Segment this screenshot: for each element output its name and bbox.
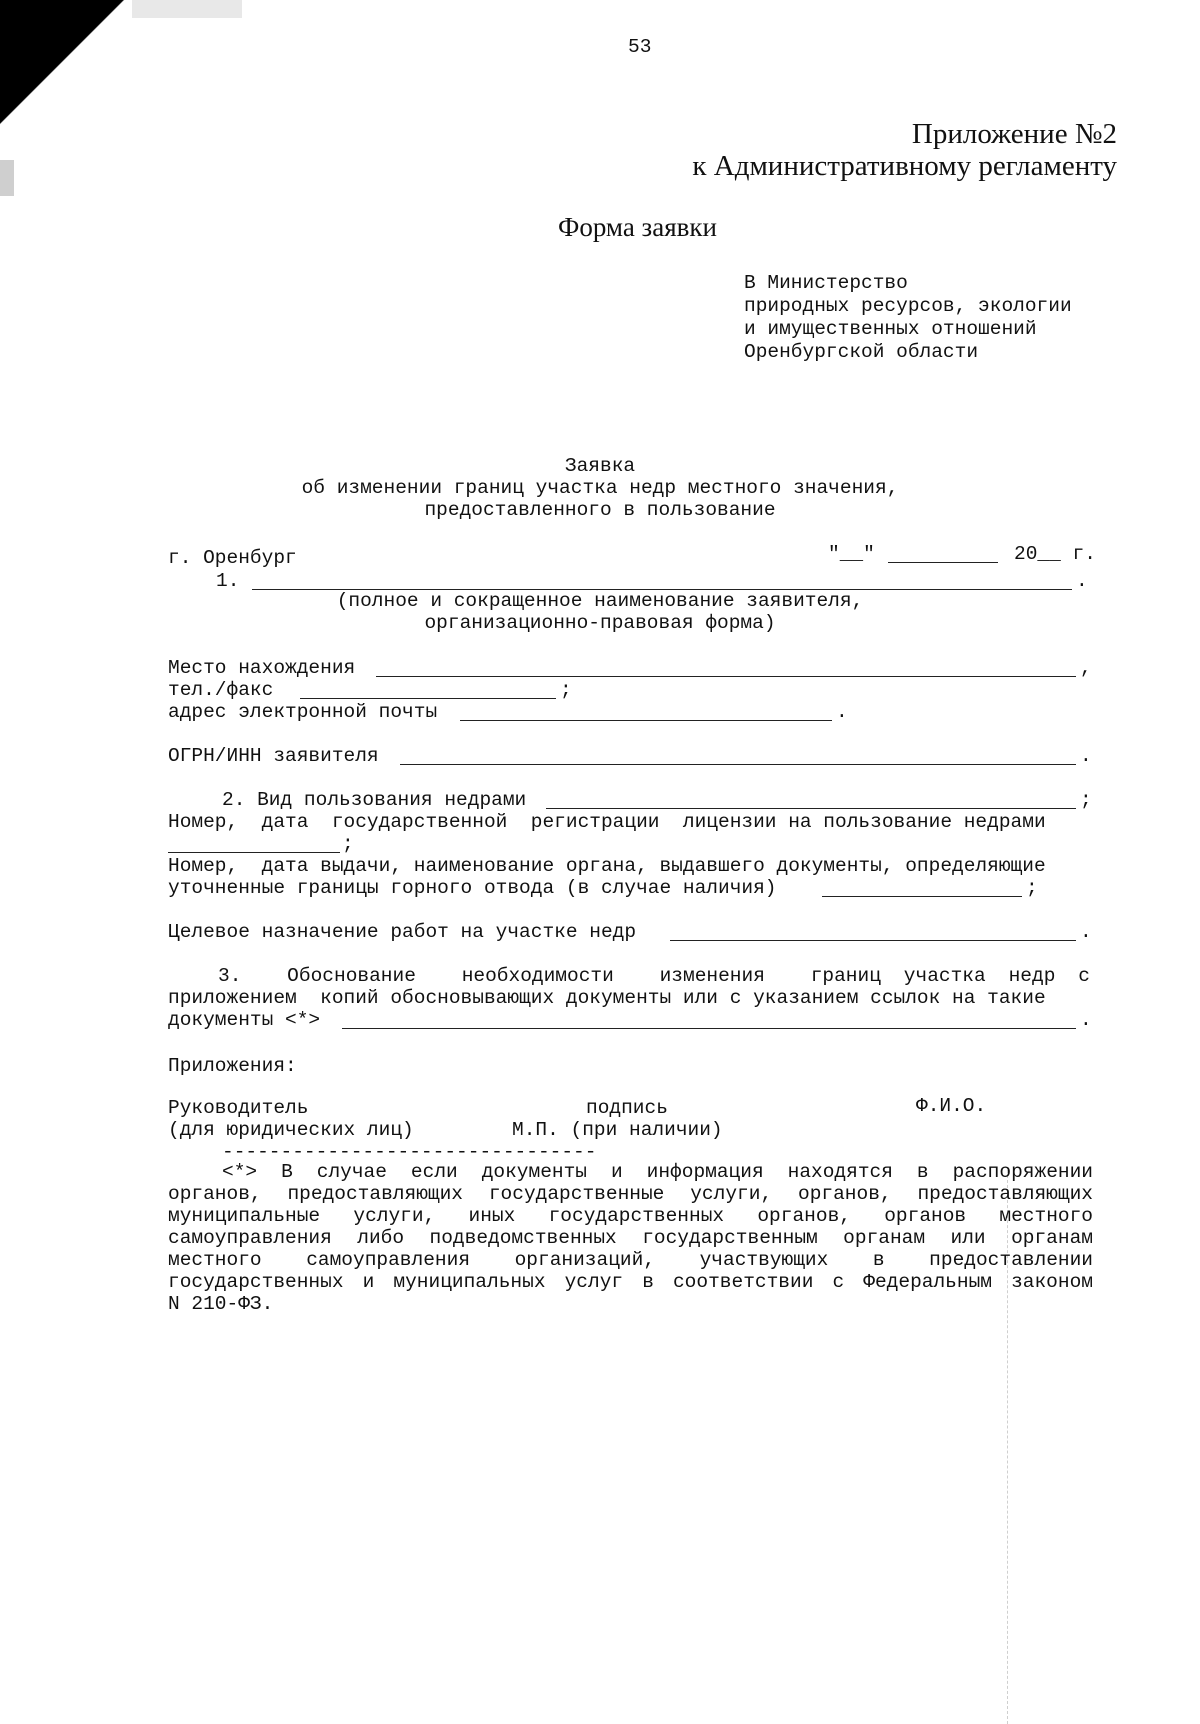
license-end: ;: [342, 833, 354, 855]
application-subject: об изменении границ участка недр местного значения,: [301, 477, 899, 499]
stamp-label: М.П. (при наличии): [512, 1119, 723, 1141]
footnote-line: муниципальные услуги, иных государственных органов, органов местного: [168, 1205, 1093, 1227]
footnote-line: <*> В случае если документы и информация находятся в распоряжении: [222, 1161, 1093, 1183]
footnote-line: государственных и муниципальных услуг в соответствии с Федеральным законом: [168, 1271, 1093, 1293]
documents-end: ;: [1026, 877, 1038, 899]
email-field[interactable]: [460, 720, 832, 721]
license-field[interactable]: [168, 852, 340, 853]
location-field[interactable]: [376, 676, 1076, 677]
justification-text: 3. Обоснование необходимости изменения границ участка недр с: [218, 965, 1090, 987]
footnote-line: N 210-ФЗ.: [168, 1293, 274, 1315]
signature-head-label: Руководитель: [168, 1097, 309, 1119]
use-type-end: ;: [1080, 789, 1092, 811]
addressee-line: и имущественных отношений: [744, 318, 1037, 340]
justification-field[interactable]: [342, 1028, 1076, 1029]
addressee-line: природных ресурсов, экологии: [744, 295, 1072, 317]
footnote-line: местного самоуправления организаций, участвующих в предоставлении: [168, 1249, 1093, 1271]
attachments-label: Приложения:: [168, 1055, 297, 1077]
page-number: 53: [628, 36, 652, 58]
appendix-subtitle: к Административному регламенту: [692, 150, 1117, 182]
item1-end: .: [1076, 570, 1088, 592]
item1-caption-cont: организационно-правовая форма): [424, 612, 776, 634]
scan-edge-mark: [0, 160, 14, 196]
documents-label-cont: уточненные границы горного отвода (в случае наличия): [168, 877, 777, 899]
justification-text-cont: приложением копий обосновывающих документы или с указанием ссылок на такие: [168, 987, 1046, 1009]
appendix-title: Приложение №2: [911, 118, 1117, 150]
justification-end: .: [1080, 1009, 1092, 1031]
purpose-end: .: [1080, 921, 1092, 943]
location-label: Место нахождения: [168, 657, 356, 679]
ogrn-end: .: [1080, 745, 1092, 767]
item1-caption: (полное и сокращенное наименование заявителя,: [336, 590, 864, 612]
email-end: .: [836, 701, 848, 723]
footnote-line: органов, предоставляющих государственные услуги, органов, предоставляющих: [168, 1183, 1093, 1205]
use-type-field[interactable]: [546, 808, 1076, 809]
scan-top-mark: [132, 0, 242, 18]
use-type-label: 2. Вид пользования недрами: [222, 789, 527, 811]
date-month-field[interactable]: [888, 562, 998, 563]
application-subject-cont: предоставленного в пользование: [424, 499, 776, 521]
ogrn-label: ОГРН/ИНН заявителя: [168, 745, 379, 767]
city: г. Оренбург: [168, 547, 297, 569]
signature-label: подпись: [586, 1097, 668, 1119]
justification-docs-label: документы <*>: [168, 1009, 321, 1031]
addressee-line: В Министерство: [744, 272, 908, 294]
item1-number: 1.: [216, 570, 240, 592]
footnote-line: самоуправления либо подведомственных государственным органам или органам: [168, 1227, 1093, 1249]
purpose-field[interactable]: [670, 940, 1076, 941]
addressee-line: Оренбургской области: [744, 341, 979, 363]
footnote-separator: --------------------------------: [222, 1141, 597, 1163]
phone-field[interactable]: [300, 698, 556, 699]
documents-label: Номер, дата выдачи, наименование органа, выдавшего документы, определяющие: [168, 855, 1046, 877]
email-label: адрес электронной почты: [168, 701, 438, 723]
ogrn-field[interactable]: [400, 764, 1076, 765]
phone-label: тел./факс: [168, 679, 274, 701]
purpose-label: Целевое назначение работ на участке недр: [168, 921, 637, 943]
application-heading: Заявка: [564, 455, 636, 477]
full-name-label: Ф.И.О.: [916, 1095, 987, 1117]
documents-field[interactable]: [822, 896, 1022, 897]
date-day: "__": [828, 543, 875, 565]
scan-corner-fold: [0, 0, 150, 130]
signature-head-note: (для юридических лиц): [168, 1119, 414, 1141]
date-year: 20__ г.: [1014, 543, 1096, 565]
location-end: ,: [1080, 657, 1092, 679]
form-title: Форма заявки: [558, 212, 717, 242]
footnote: [168, 1161, 1093, 1315]
phone-end: ;: [560, 679, 572, 701]
license-label: Номер, дата государственной регистрации лицензии на пользование недрами: [168, 811, 1046, 833]
